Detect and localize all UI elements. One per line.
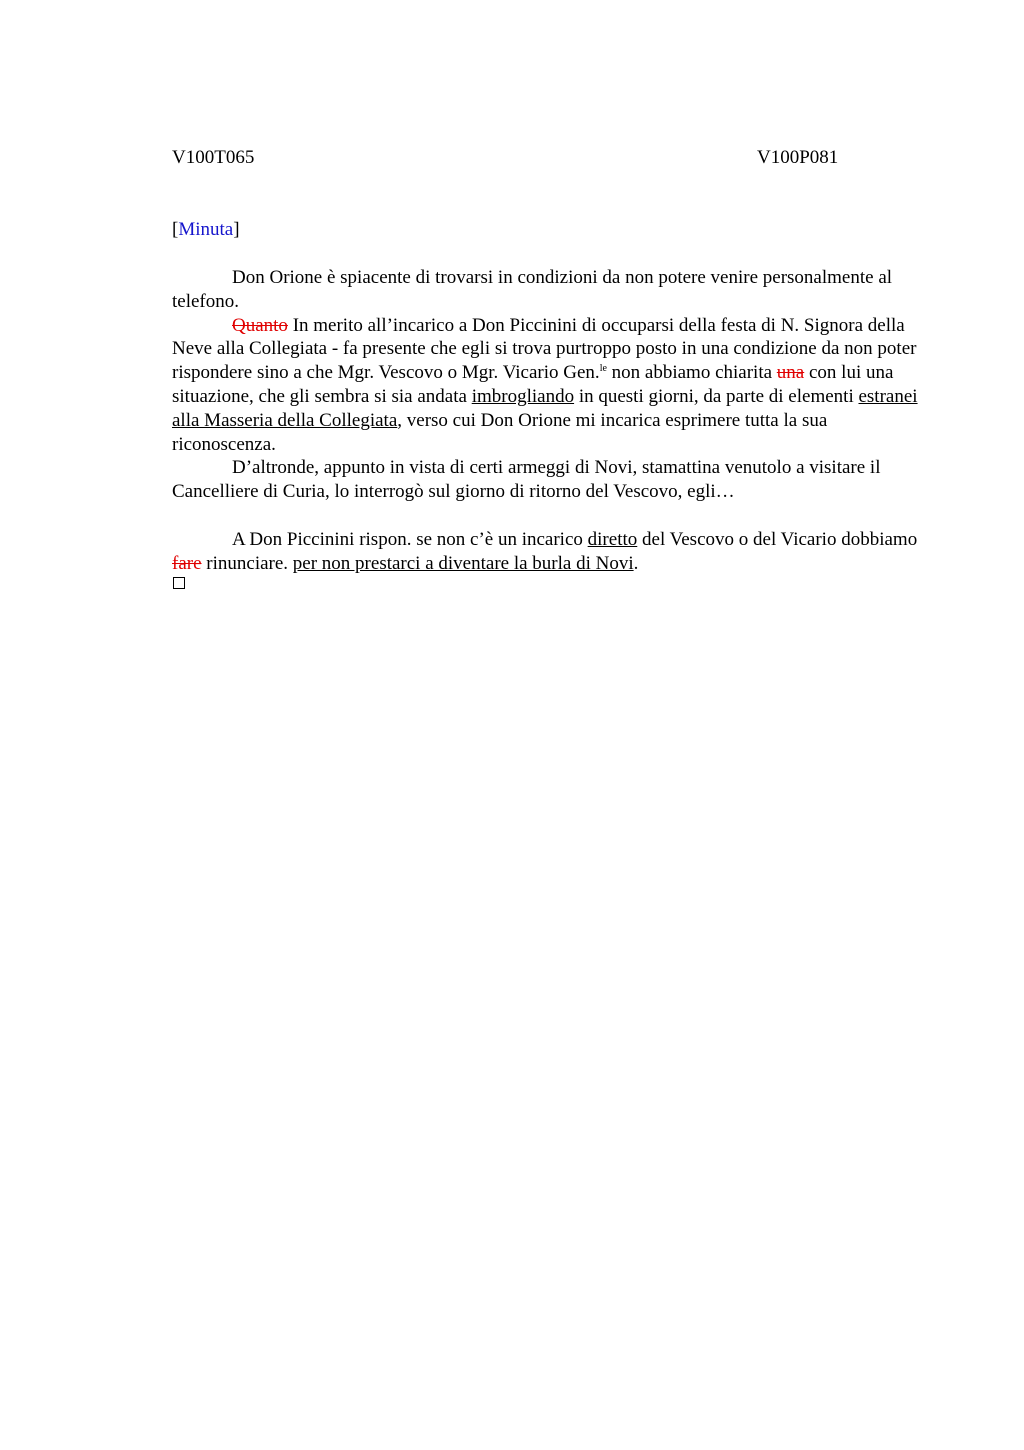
document-body bbox=[172, 266, 920, 575]
document-code-left: V100T065 bbox=[172, 147, 255, 168]
paragraph-4-text-3: rinunciare. bbox=[201, 552, 293, 574]
deleted-word-quanto: Quanto bbox=[232, 314, 288, 336]
underlined-diretto: diretto bbox=[587, 528, 638, 550]
paragraph-4-text-4: . bbox=[633, 552, 639, 574]
heading-close-bracket: ] bbox=[233, 219, 240, 240]
document-code-right: V100P081 bbox=[757, 147, 839, 168]
paragraph-1: Don Orione è spiacente di trovarsi in condizioni da non potere venire personalmente al telefono. bbox=[172, 267, 893, 312]
heading-open-bracket: [ bbox=[172, 219, 179, 240]
document-heading bbox=[172, 218, 240, 242]
paragraph-3: D’altronde, appunto in vista di certi armeggi di Novi, stamattina venutolo a visitare il Cancelliere di Curia, lo interrogò sul giorno di ritorno del Vescovo, egli… bbox=[172, 457, 881, 503]
paragraph-4-text-2: del Vescovo o del Vicario dobbiamo bbox=[637, 528, 918, 550]
underlined-estranei: estranei alla Masseria della Collegiata bbox=[172, 385, 918, 431]
heading-label-minuta: Minuta bbox=[178, 219, 234, 240]
square-outline-icon bbox=[173, 577, 185, 589]
underlined-burla-di-novi: per non prestarci a diventare la burla di Novi bbox=[292, 552, 634, 574]
paragraph-4 bbox=[172, 528, 920, 576]
superscript-le: le bbox=[599, 363, 607, 375]
underlined-imbrogliando: imbrogliando bbox=[471, 385, 575, 407]
paragraph-2-text-3: con lui una situazione, che gli sembra si sia andata bbox=[172, 362, 894, 407]
paragraph-2-text-1: In merito all’incarico a Don Piccinini di occuparsi della festa di N. Signora della Neve alla Collegiata - fa presente che egli si trova purtroppo posto in una condizione da non poter rispondere sino a che Mgr. Vescovo o Mgr. Vicario Gen. bbox=[172, 314, 917, 384]
paragraph-4-text-1: A Don Piccinini rispon. se non c’è un incarico bbox=[232, 528, 588, 550]
paragraph-2-text-2: non abbiamo chiarita bbox=[606, 362, 777, 384]
deleted-word-fare: fare bbox=[172, 552, 202, 574]
paragraph-2 bbox=[172, 314, 920, 457]
deleted-word-una: una bbox=[776, 362, 805, 384]
paragraph-2-text-5: , verso cui Don Orione mi incarica esprimere tutta la sua riconoscenza. bbox=[172, 409, 828, 455]
paragraph-2-text-4: in questi giorni, da parte di elementi bbox=[574, 385, 859, 407]
